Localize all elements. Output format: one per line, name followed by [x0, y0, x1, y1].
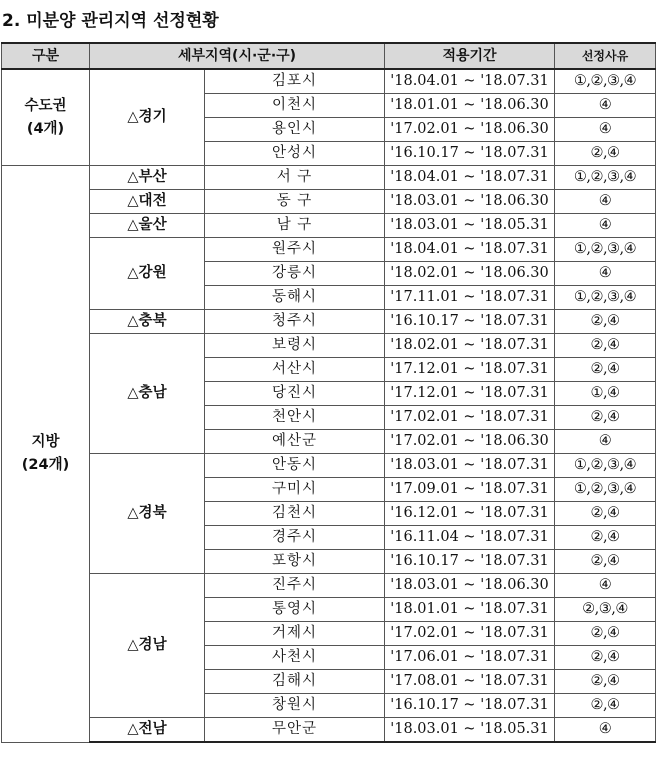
- area-name: 지방: [31, 433, 60, 450]
- reason-cell: ④: [555, 718, 656, 743]
- city-name: 이천시: [205, 94, 385, 118]
- period-cell: '16.10.17 ~ '18.07.31: [385, 694, 555, 718]
- reason-cell: ②,④: [555, 502, 656, 526]
- period-cell: '17.12.01 ~ '18.07.31: [385, 382, 555, 406]
- period-cell: '18.03.01 ~ '18.06.30: [385, 574, 555, 598]
- reason-cell: ②,③,④: [555, 598, 656, 622]
- city-name: 포항시: [205, 550, 385, 574]
- table-row: [2, 69, 656, 94]
- reason-cell: ④: [555, 214, 656, 238]
- city-name: 안성시: [205, 142, 385, 166]
- region-name: △충남: [90, 334, 205, 454]
- reason-cell: ②,④: [555, 670, 656, 694]
- period-cell: '18.03.01 ~ '18.05.31: [385, 718, 555, 743]
- period-cell: '17.02.01 ~ '18.06.30: [385, 430, 555, 454]
- period-cell: '18.01.01 ~ '18.07.31: [385, 598, 555, 622]
- region-name: △경남: [90, 574, 205, 718]
- area-cell: [2, 69, 90, 166]
- reason-cell: ②,④: [555, 646, 656, 670]
- table-row: [2, 574, 656, 598]
- table-row: [2, 310, 656, 334]
- city-name: 원주시: [205, 238, 385, 262]
- reason-cell: ①,④: [555, 382, 656, 406]
- city-name: 동 구: [205, 190, 385, 214]
- table-row: [2, 214, 656, 238]
- city-name: 서산시: [205, 358, 385, 382]
- reason-cell: ④: [555, 118, 656, 142]
- reason-cell: ②,④: [555, 622, 656, 646]
- page-title: 2. 미분양 관리지역 선정현황: [2, 11, 219, 31]
- reason-cell: ①,②,③,④: [555, 286, 656, 310]
- period-cell: '17.02.01 ~ '18.06.30: [385, 118, 555, 142]
- reason-cell: ②,④: [555, 526, 656, 550]
- reason-cell: ①,②,③,④: [555, 69, 656, 94]
- period-cell: '17.12.01 ~ '18.07.31: [385, 358, 555, 382]
- reason-cell: ②,④: [555, 310, 656, 334]
- region-name: △대전: [90, 190, 205, 214]
- period-cell: '16.10.17 ~ '18.07.31: [385, 310, 555, 334]
- city-name: 김포시: [205, 69, 385, 94]
- reason-cell: ②,④: [555, 142, 656, 166]
- header-category: 구분: [2, 43, 90, 69]
- period-cell: '17.02.01 ~ '18.07.31: [385, 406, 555, 430]
- city-name: 당진시: [205, 382, 385, 406]
- table-row: [2, 718, 656, 743]
- area-count: (24개): [21, 456, 70, 473]
- period-cell: '18.04.01 ~ '18.07.31: [385, 238, 555, 262]
- city-name: 동해시: [205, 286, 385, 310]
- reason-cell: ②,④: [555, 406, 656, 430]
- reason-cell: ②,④: [555, 550, 656, 574]
- table-header-row: [2, 43, 656, 69]
- reason-cell: ②,④: [555, 358, 656, 382]
- period-cell: '16.12.01 ~ '18.07.31: [385, 502, 555, 526]
- reason-cell: ②,④: [555, 694, 656, 718]
- city-name: 무안군: [205, 718, 385, 743]
- period-cell: '18.03.01 ~ '18.06.30: [385, 190, 555, 214]
- area-cell: [2, 166, 90, 743]
- reason-cell: ④: [555, 430, 656, 454]
- city-name: 김천시: [205, 502, 385, 526]
- reason-cell: ①,②,③,④: [555, 238, 656, 262]
- period-cell: '18.01.01 ~ '18.06.30: [385, 94, 555, 118]
- city-name: 강릉시: [205, 262, 385, 286]
- city-name: 창원시: [205, 694, 385, 718]
- reason-cell: ④: [555, 94, 656, 118]
- city-name: 용인시: [205, 118, 385, 142]
- period-cell: '18.02.01 ~ '18.06.30: [385, 262, 555, 286]
- period-cell: '17.02.01 ~ '18.07.31: [385, 622, 555, 646]
- table-row: [2, 238, 656, 262]
- period-cell: '18.04.01 ~ '18.07.31: [385, 166, 555, 190]
- city-name: 천안시: [205, 406, 385, 430]
- city-name: 김해시: [205, 670, 385, 694]
- city-name: 안동시: [205, 454, 385, 478]
- city-name: 경주시: [205, 526, 385, 550]
- city-name: 예산군: [205, 430, 385, 454]
- period-cell: '17.06.01 ~ '18.07.31: [385, 646, 555, 670]
- city-name: 보령시: [205, 334, 385, 358]
- reason-cell: ①,②,③,④: [555, 166, 656, 190]
- period-cell: '16.10.17 ~ '18.07.31: [385, 550, 555, 574]
- period-cell: '18.03.01 ~ '18.07.31: [385, 454, 555, 478]
- region-name: △전남: [90, 718, 205, 743]
- city-name: 남 구: [205, 214, 385, 238]
- table-row: [2, 454, 656, 478]
- period-cell: '17.08.01 ~ '18.07.31: [385, 670, 555, 694]
- reason-cell: ④: [555, 262, 656, 286]
- table-body: [2, 69, 656, 742]
- region-name: △울산: [90, 214, 205, 238]
- region-name: △충북: [90, 310, 205, 334]
- area-name: 수도권: [24, 97, 67, 114]
- period-cell: '16.11.04 ~ '18.07.31: [385, 526, 555, 550]
- city-name: 서 구: [205, 166, 385, 190]
- area-count: (4개): [26, 120, 65, 137]
- period-cell: '17.11.01 ~ '18.07.31: [385, 286, 555, 310]
- reason-cell: ②,④: [555, 334, 656, 358]
- reason-cell: ①,②,③,④: [555, 478, 656, 502]
- header-region: 세부지역(시·군·구): [90, 43, 385, 69]
- table-row: [2, 334, 656, 358]
- reason-cell: ④: [555, 190, 656, 214]
- city-name: 거제시: [205, 622, 385, 646]
- period-cell: '17.09.01 ~ '18.07.31: [385, 478, 555, 502]
- period-cell: '18.02.01 ~ '18.07.31: [385, 334, 555, 358]
- city-name: 청주시: [205, 310, 385, 334]
- reason-cell: ④: [555, 574, 656, 598]
- period-cell: '16.10.17 ~ '18.07.31: [385, 142, 555, 166]
- period-cell: '18.04.01 ~ '18.07.31: [385, 69, 555, 94]
- city-name: 사천시: [205, 646, 385, 670]
- city-name: 진주시: [205, 574, 385, 598]
- region-name: △강원: [90, 238, 205, 310]
- city-name: 구미시: [205, 478, 385, 502]
- region-name: △경기: [90, 69, 205, 166]
- header-reason: 선정사유: [555, 43, 656, 69]
- region-name: △경북: [90, 454, 205, 574]
- reason-cell: ①,②,③,④: [555, 454, 656, 478]
- table-row: [2, 190, 656, 214]
- city-name: 통영시: [205, 598, 385, 622]
- region-name: △부산: [90, 166, 205, 190]
- table-row: [2, 166, 656, 190]
- unsold-management-table: [1, 42, 656, 743]
- header-period: 적용기간: [385, 43, 555, 69]
- period-cell: '18.03.01 ~ '18.05.31: [385, 214, 555, 238]
